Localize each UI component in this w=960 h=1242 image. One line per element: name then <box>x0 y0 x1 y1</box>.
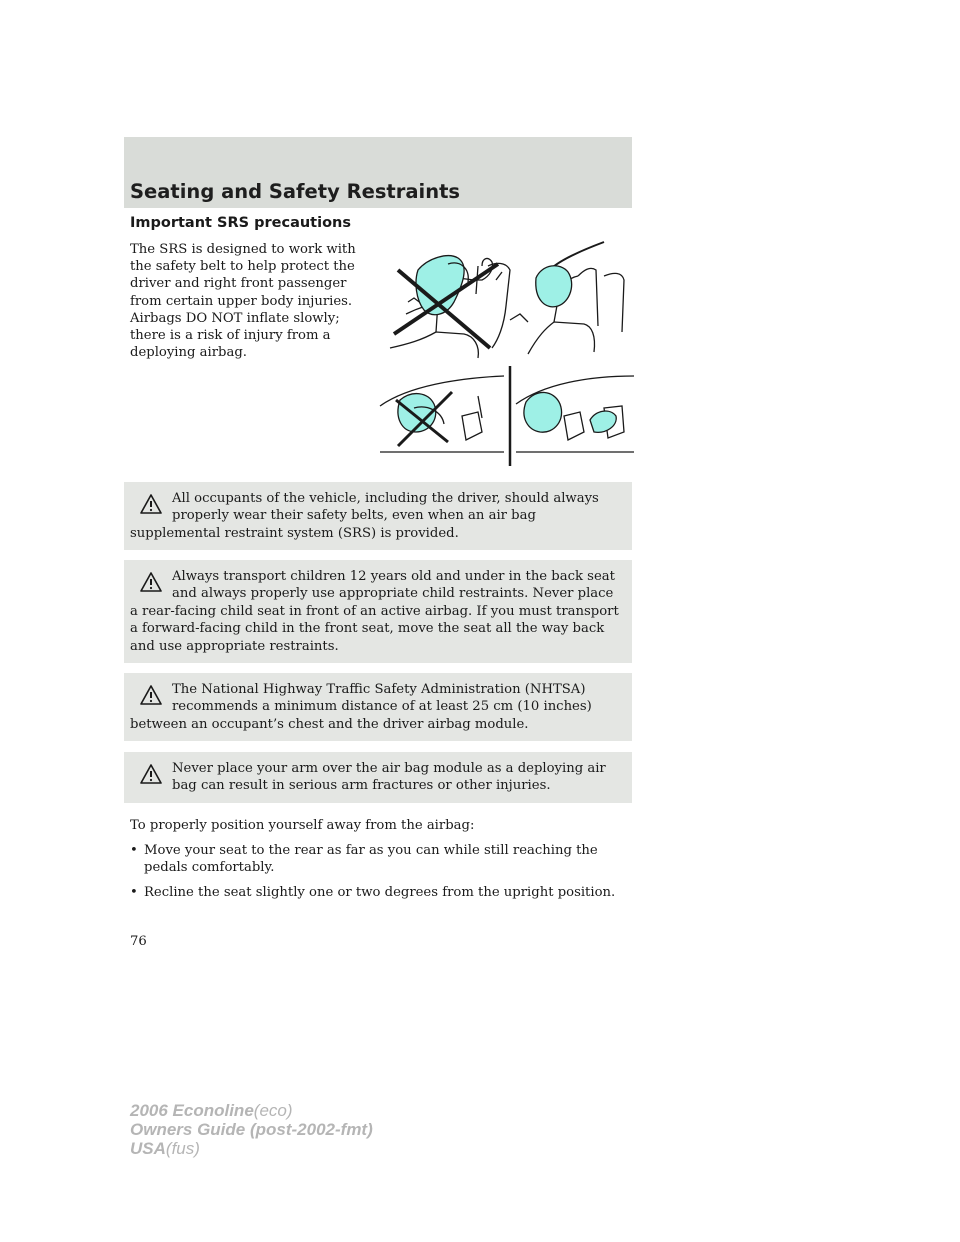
bullet-glyph: • <box>130 843 138 858</box>
position-intro: To properly position yourself away from the airbag: <box>130 818 475 833</box>
airbag-illustration <box>378 236 636 468</box>
footer-model-code: (eco) <box>253 1101 293 1120</box>
warning-triangle-icon <box>140 572 162 592</box>
list-item <box>130 884 630 901</box>
warning-box <box>124 560 632 663</box>
warning-text: The National Highway Traffic Safety Administration (NHTSA) recommends a minimum distance of at least 25 cm (10 inches) between an occupant’s chest and the driver airbag module. <box>130 682 592 732</box>
warning-triangle-icon <box>140 494 162 514</box>
warning-box <box>124 482 632 550</box>
intro-paragraph: The SRS is designed to work with the safety belt to help protect the driver and right front passenger from certain upper body injuries. Airbags DO NOT inflate slowly; there is a risk of injury from a deploying airbag. <box>130 242 356 361</box>
footer-market: USA <box>130 1139 166 1158</box>
warning-text: Never place your arm over the air bag module as a deploying air bag can result in serious arm fractures or other injuries. <box>172 761 606 794</box>
footer-guide: Owners Guide (post-2002-fmt) <box>130 1120 373 1139</box>
warning-triangle-icon <box>140 764 162 784</box>
footer-model: 2006 Econoline <box>130 1101 254 1120</box>
warning-text: Always transport children 12 years old and under in the back seat and always properly use appropriate child restraints. Never place a rear-facing child seat in front of an active airbag. If you must transport a forward-facing child in the front seat, move the seat all the way back and use appropriate restraints. <box>130 569 619 654</box>
page-number: 76 <box>130 934 147 949</box>
warning-box <box>124 752 632 803</box>
section-header-title: Seating and Safety Restraints <box>130 180 461 203</box>
warning-text: All occupants of the vehicle, including the driver, should always properly wear their safety belts, even when an air bag supplemental restraint system (SRS) is provided. <box>130 491 599 541</box>
list-item <box>130 842 630 877</box>
list-item-text: Move your seat to the rear as far as you can while still reaching the pedals comfortably. <box>144 843 598 876</box>
warning-box <box>124 673 632 741</box>
list-item-text: Recline the seat slightly one or two degrees from the upright position. <box>144 885 616 900</box>
section-header-band <box>124 137 632 208</box>
page-title: Important SRS precautions <box>130 215 351 231</box>
bullet-glyph: • <box>130 885 138 900</box>
document-footer <box>130 1101 373 1158</box>
warning-triangle-icon <box>140 685 162 705</box>
footer-market-code: (fus) <box>165 1139 200 1158</box>
